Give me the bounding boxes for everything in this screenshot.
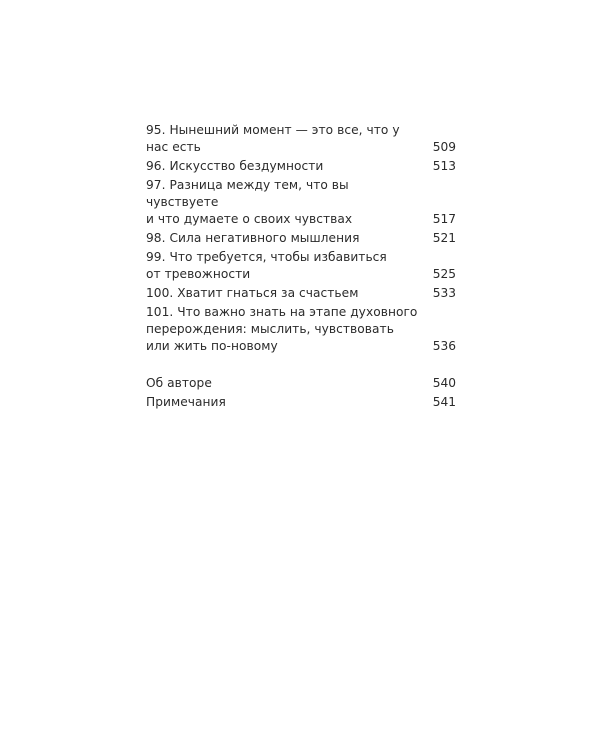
toc-entry-96 [146,158,456,175]
toc-entry-page: 533 [432,286,456,300]
toc-entry-100 [146,285,456,302]
toc-entry-99 [146,249,456,283]
toc-entry-101 [146,304,456,355]
toc-entry-title: 98. Сила негативного мышления [146,231,360,245]
toc-entry-title: 100. Хватит гнаться за счастьем [146,286,359,300]
toc-entry-title: 97. Разница между тем, что вы чувствуете и что думаете о своих чувствах [146,178,353,226]
toc-entry-about-author [146,375,456,392]
toc-entry-title: 96. Искусство бездумности [146,159,324,173]
toc-entry-title: Об авторе [146,376,212,390]
toc-entry-title: 99. Что требуется, чтобы избавиться от тревожности [146,250,387,281]
toc-entry-95 [146,122,456,156]
toc-entry-page: 513 [432,159,456,173]
toc-entry-title: 95. Нынешний момент — это все, что у нас есть [146,123,400,154]
toc-entry-title: 101. Что важно знать на этапе духовного перерождения: мыслить, чувствовать или жить по-новому [146,305,418,353]
toc-entry-page: 525 [432,267,456,281]
toc-entry-page: 540 [432,376,456,390]
toc-entry-page: 517 [432,212,456,226]
toc-entry-98 [146,230,456,247]
table-of-contents [146,122,456,413]
toc-entry-page: 541 [432,395,456,409]
toc-entry-page: 509 [432,140,456,154]
toc-entry-97 [146,177,456,228]
toc-entry-title: Примечания [146,395,226,409]
toc-entry-page: 536 [432,339,456,353]
toc-entry-notes [146,394,456,411]
toc-entry-page: 521 [432,231,456,245]
